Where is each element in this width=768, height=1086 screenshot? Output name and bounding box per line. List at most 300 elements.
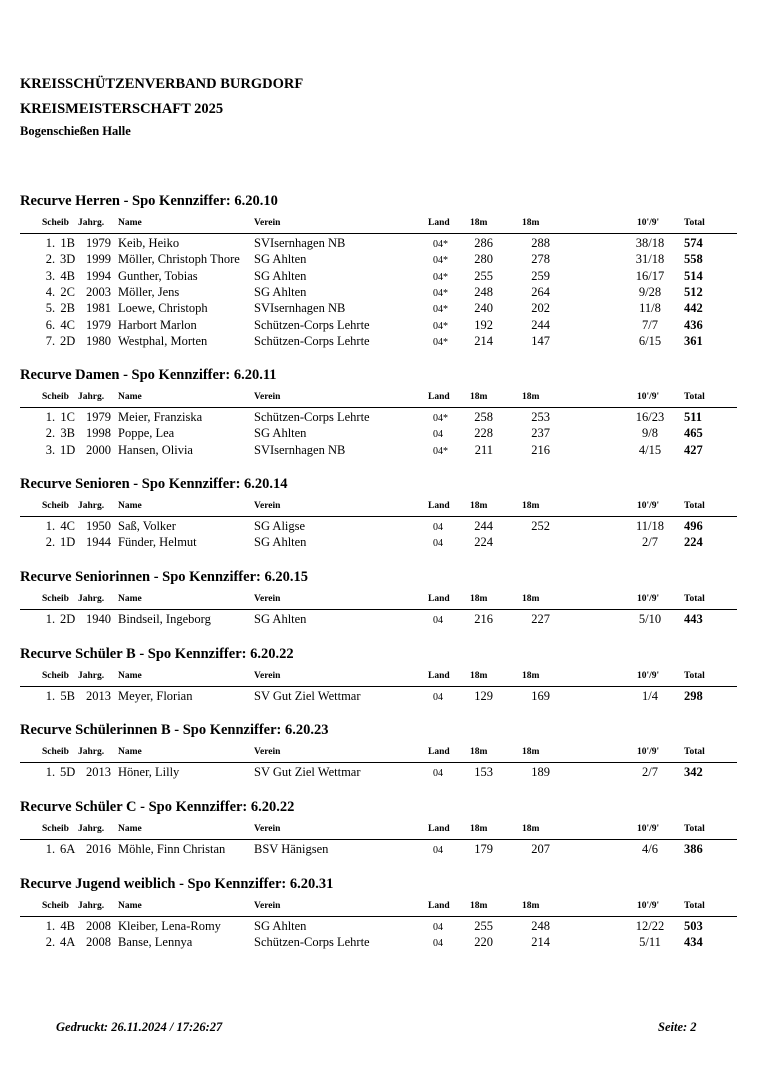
r1-cell: 211 bbox=[474, 442, 493, 457]
verein-cell: SVIsernhagen NB bbox=[254, 301, 346, 316]
r1-cell: 240 bbox=[474, 301, 493, 316]
column-header-land: Land bbox=[428, 824, 450, 834]
land-cell: 04* bbox=[433, 336, 448, 348]
column-header-r1: 18m bbox=[470, 501, 488, 511]
scheibe-cell: 2C bbox=[60, 284, 75, 299]
r1-cell: 214 bbox=[474, 333, 493, 348]
column-header-name: Name bbox=[118, 594, 142, 604]
zn-cell: 4/6 bbox=[642, 842, 658, 856]
place-separator: . bbox=[52, 689, 56, 703]
r2-cell: 253 bbox=[531, 410, 550, 424]
verein-cell: Schützen-Corps Lehrte bbox=[254, 317, 370, 332]
total-cell: 511 bbox=[684, 410, 703, 424]
r2-cell: 216 bbox=[531, 442, 550, 457]
land-cell: 04* bbox=[433, 413, 448, 424]
scheibe-cell: 4A bbox=[60, 935, 76, 950]
total-cell: 361 bbox=[684, 333, 703, 348]
column-header-r2: 18m bbox=[522, 594, 540, 604]
place-separator: . bbox=[52, 284, 56, 299]
name-cell: Poppe, Lea bbox=[118, 426, 175, 441]
verein-cell: SV Gut Ziel Wettmar bbox=[254, 689, 361, 703]
name-cell: Westphal, Morten bbox=[118, 333, 208, 348]
zn-cell: 11/18 bbox=[635, 519, 664, 533]
header-divider bbox=[20, 407, 737, 408]
section-title: Recurve Schülerinnen B - Spo Kennziffer: 6.20.23 bbox=[20, 722, 329, 738]
table-row bbox=[0, 535, 768, 551]
column-header-jahrg: Jahrg. bbox=[78, 671, 105, 681]
column-header-total: Total bbox=[684, 594, 705, 604]
jahrg-cell: 2016 bbox=[86, 842, 111, 856]
jahrg-cell: 1998 bbox=[86, 426, 111, 441]
column-header-verein: Verein bbox=[254, 671, 281, 681]
column-header-total: Total bbox=[684, 671, 705, 681]
jahrg-cell: 1980 bbox=[86, 333, 111, 348]
jahrg-cell: 1940 bbox=[86, 612, 111, 626]
column-header-zn: 10'/9' bbox=[637, 671, 660, 681]
header-divider bbox=[20, 762, 737, 763]
table-row bbox=[0, 519, 768, 535]
scheibe-cell: 5D bbox=[60, 765, 76, 779]
place-separator: . bbox=[52, 333, 56, 348]
header-divider bbox=[20, 916, 737, 917]
r2-cell: 237 bbox=[531, 426, 550, 441]
zn-cell: 38/18 bbox=[635, 236, 665, 250]
column-header-jahrg: Jahrg. bbox=[78, 501, 105, 511]
land-cell: 04 bbox=[433, 522, 443, 533]
name-cell: Höner, Lilly bbox=[118, 765, 180, 779]
section-title: Recurve Schüler B - Spo Kennziffer: 6.20.22 bbox=[20, 646, 294, 662]
section-title: Recurve Seniorinnen - Spo Kennziffer: 6.20.15 bbox=[20, 569, 308, 585]
column-header-scheibe: Scheib bbox=[42, 218, 69, 228]
land-cell: 04 bbox=[433, 922, 443, 933]
r1-cell: 192 bbox=[474, 317, 493, 332]
column-header-name: Name bbox=[118, 671, 142, 681]
table-row bbox=[0, 410, 768, 426]
column-header-name: Name bbox=[118, 218, 142, 228]
column-header-row bbox=[0, 594, 768, 606]
place-separator: . bbox=[52, 252, 56, 267]
r2-cell: 227 bbox=[531, 612, 550, 626]
column-header-row bbox=[0, 901, 768, 913]
jahrg-cell: 2008 bbox=[86, 919, 111, 933]
jahrg-cell: 2008 bbox=[86, 935, 111, 950]
land-cell: 04* bbox=[433, 320, 448, 332]
place-cell: 7 bbox=[45, 333, 52, 348]
zn-cell: 12/22 bbox=[635, 919, 665, 933]
land-cell: 04* bbox=[433, 304, 448, 316]
r1-cell: 280 bbox=[474, 252, 493, 267]
r1-cell: 248 bbox=[474, 284, 493, 299]
scheibe-cell: 6A bbox=[60, 842, 76, 856]
section-title: Recurve Schüler C - Spo Kennziffer: 6.20.22 bbox=[20, 799, 295, 815]
r1-cell: 129 bbox=[474, 689, 493, 703]
header-divider bbox=[20, 609, 737, 610]
jahrg-cell: 1979 bbox=[86, 317, 111, 332]
name-cell: Loewe, Christoph bbox=[118, 301, 208, 316]
zn-cell: 6/15 bbox=[638, 333, 662, 348]
total-cell: 496 bbox=[684, 519, 703, 533]
column-header-zn: 10'/9' bbox=[637, 747, 660, 757]
column-header-r1: 18m bbox=[470, 747, 488, 757]
r2-cell: 147 bbox=[531, 333, 550, 348]
r1-cell: 286 bbox=[474, 236, 493, 250]
section-title: Recurve Damen - Spo Kennziffer: 6.20.11 bbox=[20, 367, 277, 383]
column-header-land: Land bbox=[428, 747, 450, 757]
verein-cell: SG Ahlten bbox=[254, 252, 307, 267]
name-cell: Fünder, Helmut bbox=[118, 535, 197, 550]
place-cell: 6 bbox=[45, 317, 52, 332]
column-header-jahrg: Jahrg. bbox=[78, 594, 105, 604]
column-header-r2: 18m bbox=[522, 901, 540, 911]
zn-cell: 9/28 bbox=[638, 284, 662, 299]
column-header-total: Total bbox=[684, 901, 705, 911]
place-cell: 1 bbox=[45, 689, 52, 703]
scheibe-cell: 2D bbox=[60, 612, 76, 626]
name-cell: Kleiber, Lena-Romy bbox=[118, 919, 221, 933]
verein-cell: BSV Hänigsen bbox=[254, 842, 329, 856]
verein-cell: SG Aligse bbox=[254, 519, 306, 533]
land-cell: 04* bbox=[433, 271, 448, 283]
table-row bbox=[0, 935, 768, 951]
scheibe-cell: 2B bbox=[60, 301, 75, 316]
jahrg-cell: 1979 bbox=[86, 236, 111, 250]
place-separator: . bbox=[52, 410, 56, 424]
scheibe-cell: 4B bbox=[60, 268, 75, 283]
column-header-row bbox=[0, 392, 768, 404]
land-cell: 04 bbox=[433, 938, 443, 950]
scheibe-cell: 4B bbox=[60, 919, 75, 933]
column-header-r1: 18m bbox=[470, 671, 488, 681]
column-header-r2: 18m bbox=[522, 747, 540, 757]
total-cell: 434 bbox=[684, 935, 703, 950]
zn-cell: 16/23 bbox=[635, 410, 665, 424]
total-cell: 574 bbox=[684, 236, 703, 250]
land-cell: 04 bbox=[433, 615, 443, 626]
r1-cell: 179 bbox=[474, 842, 493, 856]
place-separator: . bbox=[52, 935, 56, 950]
federation-title: KREISSCHÜTZENVERBAND BURGDORF bbox=[20, 76, 304, 92]
land-cell: 04* bbox=[433, 445, 448, 457]
discipline-subtitle: Bogenschießen Halle bbox=[20, 124, 131, 138]
table-row bbox=[0, 765, 768, 781]
championship-title: KREISMEISTERSCHAFT 2025 bbox=[20, 101, 224, 117]
verein-cell: SVIsernhagen NB bbox=[254, 236, 346, 250]
place-cell: 2 bbox=[45, 252, 52, 267]
total-cell: 436 bbox=[684, 317, 703, 332]
verein-cell: SG Ahlten bbox=[254, 284, 307, 299]
column-header-total: Total bbox=[684, 218, 705, 228]
column-header-scheibe: Scheib bbox=[42, 747, 69, 757]
scheibe-cell: 5B bbox=[60, 689, 75, 703]
column-header-verein: Verein bbox=[254, 901, 281, 911]
r2-cell: 278 bbox=[531, 252, 550, 267]
total-cell: 558 bbox=[684, 252, 703, 267]
place-separator: . bbox=[52, 519, 56, 533]
column-header-zn: 10'/9' bbox=[637, 901, 660, 911]
table-row bbox=[0, 301, 768, 317]
name-cell: Bindseil, Ingeborg bbox=[118, 612, 211, 626]
r1-cell: 255 bbox=[474, 919, 493, 933]
scheibe-cell: 1D bbox=[60, 442, 76, 457]
r2-cell: 259 bbox=[531, 268, 550, 283]
column-header-verein: Verein bbox=[254, 747, 281, 757]
print-timestamp: Gedruckt: 26.11.2024 / 17:26:27 bbox=[56, 1020, 223, 1034]
r1-cell: 153 bbox=[474, 765, 493, 779]
table-row bbox=[0, 334, 768, 350]
total-cell: 443 bbox=[684, 612, 703, 626]
table-row bbox=[0, 285, 768, 301]
r1-cell: 224 bbox=[474, 535, 493, 550]
place-separator: . bbox=[52, 268, 56, 283]
total-cell: 514 bbox=[684, 268, 703, 283]
verein-cell: Schützen-Corps Lehrte bbox=[254, 935, 370, 950]
total-cell: 342 bbox=[684, 765, 703, 779]
column-header-r1: 18m bbox=[470, 824, 488, 834]
zn-cell: 1/4 bbox=[642, 689, 658, 703]
column-header-r1: 18m bbox=[470, 218, 488, 228]
header-divider bbox=[20, 516, 737, 517]
section-title: Recurve Senioren - Spo Kennziffer: 6.20.14 bbox=[20, 476, 288, 492]
jahrg-cell: 2003 bbox=[86, 284, 111, 299]
place-separator: . bbox=[52, 317, 56, 332]
zn-cell: 2/7 bbox=[642, 535, 658, 550]
column-header-row bbox=[0, 747, 768, 759]
section-title: Recurve Jugend weiblich - Spo Kennziffer: 6.20.31 bbox=[20, 876, 334, 892]
jahrg-cell: 1950 bbox=[86, 519, 111, 533]
jahrg-cell: 1981 bbox=[86, 301, 111, 316]
verein-cell: SG Ahlten bbox=[254, 535, 307, 550]
table-row bbox=[0, 269, 768, 285]
jahrg-cell: 2013 bbox=[86, 765, 111, 779]
place-cell: 1 bbox=[45, 842, 52, 856]
column-header-name: Name bbox=[118, 747, 142, 757]
column-header-land: Land bbox=[428, 671, 450, 681]
header-divider bbox=[20, 686, 737, 687]
column-header-zn: 10'/9' bbox=[637, 501, 660, 511]
column-header-row bbox=[0, 671, 768, 683]
r2-cell: 264 bbox=[531, 284, 550, 299]
column-header-verein: Verein bbox=[254, 501, 281, 511]
place-separator: . bbox=[52, 765, 56, 779]
scheibe-cell: 1C bbox=[60, 410, 75, 424]
land-cell: 04* bbox=[433, 239, 448, 250]
zn-cell: 5/11 bbox=[639, 935, 661, 950]
column-header-row bbox=[0, 218, 768, 230]
place-cell: 1 bbox=[45, 612, 52, 626]
total-cell: 427 bbox=[684, 442, 703, 457]
verein-cell: SG Ahlten bbox=[254, 612, 307, 626]
total-cell: 386 bbox=[684, 842, 703, 856]
zn-cell: 16/17 bbox=[635, 268, 665, 283]
zn-cell: 4/15 bbox=[638, 442, 662, 457]
r2-cell: 288 bbox=[531, 236, 550, 250]
jahrg-cell: 1994 bbox=[86, 268, 111, 283]
column-header-row bbox=[0, 824, 768, 836]
name-cell: Gunther, Tobias bbox=[118, 268, 198, 283]
column-header-jahrg: Jahrg. bbox=[78, 392, 105, 402]
scheibe-cell: 3B bbox=[60, 426, 75, 441]
column-header-land: Land bbox=[428, 392, 450, 402]
column-header-zn: 10'/9' bbox=[637, 824, 660, 834]
place-cell: 5 bbox=[45, 301, 52, 316]
verein-cell: SG Ahlten bbox=[254, 268, 307, 283]
name-cell: Möller, Jens bbox=[118, 284, 180, 299]
column-header-jahrg: Jahrg. bbox=[78, 901, 105, 911]
jahrg-cell: 1979 bbox=[86, 410, 111, 424]
place-cell: 1 bbox=[45, 410, 52, 424]
r2-cell: 244 bbox=[531, 317, 550, 332]
r1-cell: 220 bbox=[474, 935, 493, 950]
column-header-verein: Verein bbox=[254, 392, 281, 402]
total-cell: 465 bbox=[684, 426, 703, 441]
column-header-land: Land bbox=[428, 901, 450, 911]
r1-cell: 255 bbox=[474, 268, 493, 283]
place-cell: 4 bbox=[45, 284, 52, 299]
place-separator: . bbox=[52, 535, 56, 550]
column-header-r1: 18m bbox=[470, 594, 488, 604]
place-separator: . bbox=[52, 301, 56, 316]
table-row bbox=[0, 689, 768, 705]
r1-cell: 258 bbox=[474, 410, 493, 424]
jahrg-cell: 2000 bbox=[86, 442, 111, 457]
place-cell: 3 bbox=[45, 442, 52, 457]
header-divider bbox=[20, 233, 737, 234]
column-header-land: Land bbox=[428, 501, 450, 511]
verein-cell: SG Ahlten bbox=[254, 919, 307, 933]
name-cell: Möller, Christoph Thore bbox=[118, 252, 240, 267]
column-header-r2: 18m bbox=[522, 392, 540, 402]
land-cell: 04 bbox=[433, 429, 443, 441]
zn-cell: 5/10 bbox=[638, 612, 662, 626]
column-header-r1: 18m bbox=[470, 392, 488, 402]
place-cell: 2 bbox=[45, 426, 52, 441]
table-row bbox=[0, 919, 768, 935]
place-cell: 3 bbox=[45, 268, 52, 283]
place-cell: 1 bbox=[45, 765, 52, 779]
column-header-total: Total bbox=[684, 501, 705, 511]
place-separator: . bbox=[52, 919, 56, 933]
land-cell: 04 bbox=[433, 845, 443, 856]
r2-cell: 169 bbox=[531, 689, 550, 703]
column-header-name: Name bbox=[118, 392, 142, 402]
place-cell: 2 bbox=[45, 935, 52, 950]
column-header-land: Land bbox=[428, 594, 450, 604]
table-row bbox=[0, 443, 768, 459]
column-header-land: Land bbox=[428, 218, 450, 228]
jahrg-cell: 1944 bbox=[86, 535, 111, 550]
verein-cell: Schützen-Corps Lehrte bbox=[254, 410, 370, 424]
column-header-jahrg: Jahrg. bbox=[78, 824, 105, 834]
r2-cell: 248 bbox=[531, 919, 550, 933]
name-cell: Meyer, Florian bbox=[118, 689, 193, 703]
column-header-r2: 18m bbox=[522, 501, 540, 511]
scheibe-cell: 4C bbox=[60, 317, 75, 332]
place-separator: . bbox=[52, 612, 56, 626]
place-separator: . bbox=[52, 442, 56, 457]
column-header-scheibe: Scheib bbox=[42, 392, 69, 402]
column-header-row bbox=[0, 501, 768, 513]
name-cell: Saß, Volker bbox=[118, 519, 176, 533]
scheibe-cell: 2D bbox=[60, 333, 76, 348]
zn-cell: 31/18 bbox=[635, 252, 665, 267]
column-header-r2: 18m bbox=[522, 824, 540, 834]
place-cell: 1 bbox=[45, 919, 52, 933]
table-row bbox=[0, 612, 768, 628]
page-number: Seite: 2 bbox=[658, 1020, 697, 1034]
column-header-jahrg: Jahrg. bbox=[78, 218, 105, 228]
header-divider bbox=[20, 839, 737, 840]
r2-cell: 214 bbox=[531, 935, 550, 950]
r1-cell: 228 bbox=[474, 426, 493, 441]
column-header-r1: 18m bbox=[470, 901, 488, 911]
column-header-total: Total bbox=[684, 392, 705, 402]
place-separator: . bbox=[52, 236, 56, 250]
place-separator: . bbox=[52, 842, 56, 856]
land-cell: 04 bbox=[433, 692, 443, 703]
zn-cell: 2/7 bbox=[642, 765, 658, 779]
table-row bbox=[0, 236, 768, 252]
verein-cell: Schützen-Corps Lehrte bbox=[254, 333, 370, 348]
column-header-verein: Verein bbox=[254, 218, 281, 228]
name-cell: Möhle, Finn Christan bbox=[118, 842, 226, 856]
scheibe-cell: 4C bbox=[60, 519, 75, 533]
jahrg-cell: 2013 bbox=[86, 689, 111, 703]
total-cell: 442 bbox=[684, 301, 703, 316]
name-cell: Hansen, Olivia bbox=[118, 442, 193, 457]
column-header-total: Total bbox=[684, 747, 705, 757]
column-header-zn: 10'/9' bbox=[637, 594, 660, 604]
column-header-name: Name bbox=[118, 501, 142, 511]
jahrg-cell: 1999 bbox=[86, 252, 111, 267]
total-cell: 503 bbox=[684, 919, 703, 933]
place-cell: 1 bbox=[45, 236, 52, 250]
verein-cell: SVIsernhagen NB bbox=[254, 442, 346, 457]
column-header-scheibe: Scheib bbox=[42, 594, 69, 604]
r2-cell: 189 bbox=[531, 765, 550, 779]
r2-cell: 252 bbox=[531, 519, 550, 533]
r2-cell: 207 bbox=[531, 842, 550, 856]
place-separator: . bbox=[52, 426, 56, 441]
column-header-r2: 18m bbox=[522, 218, 540, 228]
place-cell: 2 bbox=[45, 535, 52, 550]
column-header-scheibe: Scheib bbox=[42, 824, 69, 834]
place-cell: 1 bbox=[45, 519, 52, 533]
column-header-scheibe: Scheib bbox=[42, 671, 69, 681]
land-cell: 04* bbox=[433, 255, 448, 267]
name-cell: Meier, Franziska bbox=[118, 410, 203, 424]
column-header-total: Total bbox=[684, 824, 705, 834]
verein-cell: SG Ahlten bbox=[254, 426, 307, 441]
zn-cell: 7/7 bbox=[642, 317, 658, 332]
scheibe-cell: 1D bbox=[60, 535, 76, 550]
column-header-scheibe: Scheib bbox=[42, 901, 69, 911]
column-header-scheibe: Scheib bbox=[42, 501, 69, 511]
name-cell: Banse, Lennya bbox=[118, 935, 193, 950]
zn-cell: 9/8 bbox=[642, 426, 658, 441]
verein-cell: SV Gut Ziel Wettmar bbox=[254, 765, 361, 779]
scheibe-cell: 1B bbox=[60, 236, 75, 250]
r1-cell: 216 bbox=[474, 612, 493, 626]
land-cell: 04* bbox=[433, 287, 448, 299]
r1-cell: 244 bbox=[474, 519, 493, 533]
scheibe-cell: 3D bbox=[60, 252, 76, 267]
zn-cell: 11/8 bbox=[639, 301, 661, 316]
land-cell: 04 bbox=[433, 768, 443, 779]
table-row bbox=[0, 252, 768, 268]
column-header-verein: Verein bbox=[254, 594, 281, 604]
column-header-r2: 18m bbox=[522, 671, 540, 681]
land-cell: 04 bbox=[433, 538, 443, 550]
